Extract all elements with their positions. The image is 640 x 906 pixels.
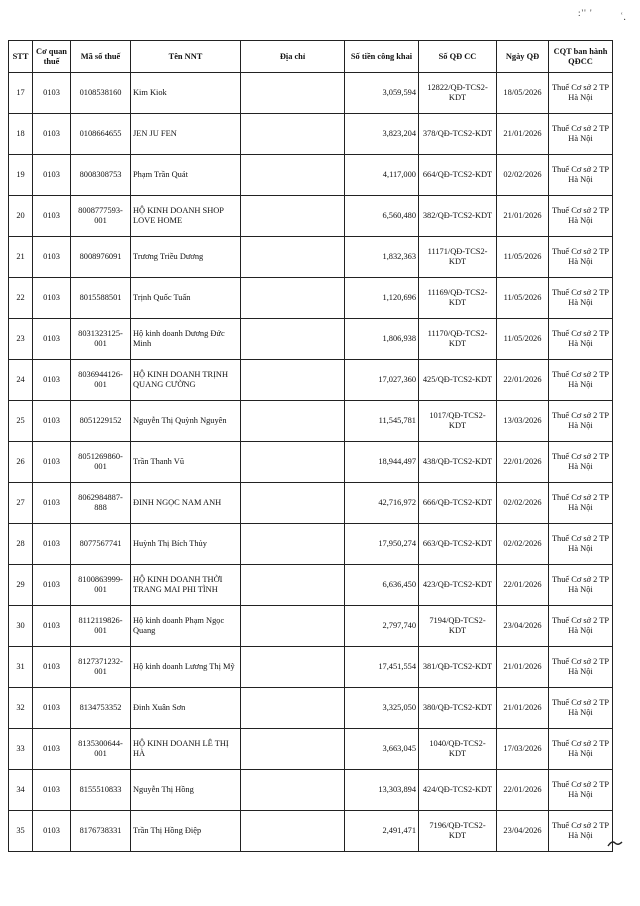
row-stt: 17 (9, 73, 33, 114)
row-dia-chi (241, 483, 345, 524)
table-row (9, 647, 613, 688)
row-ngay-qd: 22/01/2026 (497, 360, 549, 401)
row-stt: 29 (9, 565, 33, 606)
row-co-quan-thue: 0103 (33, 565, 71, 606)
row-cqt-ban-hanh: Thuế Cơ sở 2 TP Hà Nội (549, 524, 613, 565)
row-dia-chi (241, 196, 345, 237)
row-so-tien: 2,797,740 (345, 606, 419, 647)
row-co-quan-thue: 0103 (33, 483, 71, 524)
row-co-quan-thue: 0103 (33, 73, 71, 114)
row-stt: 18 (9, 114, 33, 155)
row-so-tien: 18,944,497 (345, 442, 419, 483)
row-ngay-qd: 21/01/2026 (497, 688, 549, 729)
row-ngay-qd: 02/02/2026 (497, 483, 549, 524)
row-so-qd-cc: 11171/QĐ-TCS2-KDT (419, 237, 497, 278)
row-co-quan-thue: 0103 (33, 688, 71, 729)
row-ma-so-thue: 8062984887-888 (71, 483, 131, 524)
row-so-tien: 13,303,894 (345, 770, 419, 811)
row-ma-so-thue: 8134753352 (71, 688, 131, 729)
row-so-qd-cc: 424/QĐ-TCS2-KDT (419, 770, 497, 811)
table-row (9, 565, 613, 606)
row-dia-chi (241, 524, 345, 565)
scan-mark-right: ʿ. (620, 12, 626, 23)
row-ten-nnt: Phạm Trần Quát (131, 155, 241, 196)
row-dia-chi (241, 114, 345, 155)
row-ten-nnt: Hộ kinh doanh Lương Thị Mỹ (131, 647, 241, 688)
table-header-row (9, 41, 613, 73)
row-stt: 34 (9, 770, 33, 811)
table-row (9, 811, 613, 852)
row-cqt-ban-hanh: Thuế Cơ sở 2 TP Hà Nội (549, 729, 613, 770)
row-so-qd-cc: 425/QĐ-TCS2-KDT (419, 360, 497, 401)
taxpayer-table (8, 40, 613, 852)
row-ngay-qd: 22/01/2026 (497, 565, 549, 606)
row-ma-so-thue: 8112119826-001 (71, 606, 131, 647)
row-dia-chi (241, 606, 345, 647)
row-so-qd-cc: 7194/QĐ-TCS2-KDT (419, 606, 497, 647)
row-so-tien: 6,560,480 (345, 196, 419, 237)
row-ten-nnt: Đinh Xuân Sơn (131, 688, 241, 729)
row-stt: 28 (9, 524, 33, 565)
row-ma-so-thue: 8051229152 (71, 401, 131, 442)
row-ten-nnt: HỘ KINH DOANH THỜI TRANG MAI PHI TÌNH (131, 565, 241, 606)
row-cqt-ban-hanh: Thuế Cơ sở 2 TP Hà Nội (549, 155, 613, 196)
row-dia-chi (241, 319, 345, 360)
row-co-quan-thue: 0103 (33, 278, 71, 319)
row-ten-nnt: Nguyễn Thị Hồng (131, 770, 241, 811)
row-so-tien: 3,823,204 (345, 114, 419, 155)
row-so-qd-cc: 12822/QĐ-TCS2-KDT (419, 73, 497, 114)
row-ten-nnt: Hộ kinh doanh Phạm Ngọc Quang (131, 606, 241, 647)
table-row (9, 319, 613, 360)
row-cqt-ban-hanh: Thuế Cơ sở 2 TP Hà Nội (549, 770, 613, 811)
row-co-quan-thue: 0103 (33, 647, 71, 688)
row-so-qd-cc: 438/QĐ-TCS2-KDT (419, 442, 497, 483)
row-so-tien: 1,806,938 (345, 319, 419, 360)
row-ma-so-thue: 8036944126-001 (71, 360, 131, 401)
row-ma-so-thue: 8051269860-001 (71, 442, 131, 483)
row-so-tien: 3,663,045 (345, 729, 419, 770)
row-co-quan-thue: 0103 (33, 442, 71, 483)
row-ma-so-thue: 8176738331 (71, 811, 131, 852)
row-cqt-ban-hanh: Thuế Cơ sở 2 TP Hà Nội (549, 73, 613, 114)
row-co-quan-thue: 0103 (33, 114, 71, 155)
table-row (9, 360, 613, 401)
row-so-qd-cc: 7196/QĐ-TCS2-KDT (419, 811, 497, 852)
row-so-tien: 1,120,696 (345, 278, 419, 319)
row-ngay-qd: 02/02/2026 (497, 155, 549, 196)
row-so-qd-cc: 11170/QĐ-TCS2-KDT (419, 319, 497, 360)
header-cqt-ban-hanh: CQT ban hành QĐCC (549, 41, 613, 73)
row-so-qd-cc: 423/QĐ-TCS2-KDT (419, 565, 497, 606)
row-ten-nnt: HỘ KINH DOANH TRỊNH QUANG CƯỜNG (131, 360, 241, 401)
row-stt: 22 (9, 278, 33, 319)
row-ngay-qd: 02/02/2026 (497, 524, 549, 565)
row-ma-so-thue: 8008777593-001 (71, 196, 131, 237)
row-ngay-qd: 23/04/2026 (497, 606, 549, 647)
table-body (9, 73, 613, 852)
row-ngay-qd: 11/05/2026 (497, 237, 549, 278)
row-dia-chi (241, 647, 345, 688)
row-ma-so-thue: 8008308753 (71, 155, 131, 196)
row-dia-chi (241, 770, 345, 811)
row-cqt-ban-hanh: Thuế Cơ sở 2 TP Hà Nội (549, 278, 613, 319)
table-row (9, 114, 613, 155)
row-ma-so-thue: 8077567741 (71, 524, 131, 565)
header-dia-chi: Địa chỉ (241, 41, 345, 73)
table-row (9, 442, 613, 483)
row-ma-so-thue: 8100863999-001 (71, 565, 131, 606)
row-dia-chi (241, 688, 345, 729)
row-cqt-ban-hanh: Thuế Cơ sở 2 TP Hà Nội (549, 360, 613, 401)
row-so-qd-cc: 380/QĐ-TCS2-KDT (419, 688, 497, 729)
row-dia-chi (241, 237, 345, 278)
row-stt: 35 (9, 811, 33, 852)
row-co-quan-thue: 0103 (33, 770, 71, 811)
table-row (9, 237, 613, 278)
row-cqt-ban-hanh: Thuế Cơ sở 2 TP Hà Nội (549, 237, 613, 278)
row-ngay-qd: 21/01/2026 (497, 647, 549, 688)
handwritten-mark (606, 838, 624, 848)
row-ma-so-thue: 0108664655 (71, 114, 131, 155)
header-ma-so-thue: Mã số thuế (71, 41, 131, 73)
table-row (9, 278, 613, 319)
row-dia-chi (241, 278, 345, 319)
row-cqt-ban-hanh: Thuế Cơ sở 2 TP Hà Nội (549, 483, 613, 524)
row-so-tien: 17,451,554 (345, 647, 419, 688)
header-so-qd-cc: Số QĐ CC (419, 41, 497, 73)
row-dia-chi (241, 811, 345, 852)
row-dia-chi (241, 155, 345, 196)
header-co-quan-thue: Cơ quan thuế (33, 41, 71, 73)
row-stt: 25 (9, 401, 33, 442)
row-so-qd-cc: 1040/QĐ-TCS2-KDT (419, 729, 497, 770)
header-ngay-qd: Ngày QĐ (497, 41, 549, 73)
row-ngay-qd: 22/01/2026 (497, 442, 549, 483)
row-ten-nnt: Hộ kinh doanh Dương Đức Minh (131, 319, 241, 360)
row-ten-nnt: HỘ KINH DOANH LÊ THỊ HÀ (131, 729, 241, 770)
row-ngay-qd: 21/01/2026 (497, 196, 549, 237)
table-row (9, 155, 613, 196)
row-cqt-ban-hanh: Thuế Cơ sở 2 TP Hà Nội (549, 114, 613, 155)
row-cqt-ban-hanh: Thuế Cơ sở 2 TP Hà Nội (549, 319, 613, 360)
row-ngay-qd: 11/05/2026 (497, 278, 549, 319)
row-stt: 27 (9, 483, 33, 524)
row-co-quan-thue: 0103 (33, 606, 71, 647)
row-stt: 23 (9, 319, 33, 360)
row-so-qd-cc: 381/QĐ-TCS2-KDT (419, 647, 497, 688)
row-stt: 20 (9, 196, 33, 237)
row-ngay-qd: 17/03/2026 (497, 729, 549, 770)
row-ten-nnt: Trần Thị Hồng Điệp (131, 811, 241, 852)
row-so-qd-cc: 666/QĐ-TCS2-KDT (419, 483, 497, 524)
row-ma-so-thue: 8155510833 (71, 770, 131, 811)
row-so-qd-cc: 378/QĐ-TCS2-KDT (419, 114, 497, 155)
header-stt: STT (9, 41, 33, 73)
row-ten-nnt: Kim Kiok (131, 73, 241, 114)
row-ngay-qd: 13/03/2026 (497, 401, 549, 442)
table-row (9, 483, 613, 524)
row-cqt-ban-hanh: Thuế Cơ sở 2 TP Hà Nội (549, 811, 613, 852)
row-stt: 31 (9, 647, 33, 688)
table-row (9, 606, 613, 647)
row-so-qd-cc: 664/QĐ-TCS2-KDT (419, 155, 497, 196)
row-ma-so-thue: 8031323125-001 (71, 319, 131, 360)
row-dia-chi (241, 401, 345, 442)
row-ma-so-thue: 8127371232-001 (71, 647, 131, 688)
row-dia-chi (241, 360, 345, 401)
row-ma-so-thue: 8015588501 (71, 278, 131, 319)
row-ten-nnt: Trịnh Quốc Tuấn (131, 278, 241, 319)
row-cqt-ban-hanh: Thuế Cơ sở 2 TP Hà Nội (549, 606, 613, 647)
row-stt: 24 (9, 360, 33, 401)
row-ma-so-thue: 8135300644-001 (71, 729, 131, 770)
row-stt: 19 (9, 155, 33, 196)
row-so-tien: 1,832,363 (345, 237, 419, 278)
row-cqt-ban-hanh: Thuế Cơ sở 2 TP Hà Nội (549, 688, 613, 729)
row-ten-nnt: Trần Thanh Vũ (131, 442, 241, 483)
row-dia-chi (241, 729, 345, 770)
row-ten-nnt: Huỳnh Thị Bích Thủy (131, 524, 241, 565)
table-row (9, 688, 613, 729)
row-so-qd-cc: 1017/QĐ-TCS2-KDT (419, 401, 497, 442)
row-co-quan-thue: 0103 (33, 196, 71, 237)
row-so-tien: 42,716,972 (345, 483, 419, 524)
row-ten-nnt: Trương Triều Dương (131, 237, 241, 278)
row-so-tien: 6,636,450 (345, 565, 419, 606)
row-cqt-ban-hanh: Thuế Cơ sở 2 TP Hà Nội (549, 442, 613, 483)
row-ngay-qd: 21/01/2026 (497, 114, 549, 155)
table-row (9, 196, 613, 237)
row-dia-chi (241, 442, 345, 483)
row-stt: 21 (9, 237, 33, 278)
row-co-quan-thue: 0103 (33, 811, 71, 852)
table-row (9, 770, 613, 811)
row-ma-so-thue: 0108538160 (71, 73, 131, 114)
row-so-tien: 2,491,471 (345, 811, 419, 852)
table-row (9, 401, 613, 442)
table-row (9, 73, 613, 114)
header-ten-nnt: Tên NNT (131, 41, 241, 73)
row-ngay-qd: 23/04/2026 (497, 811, 549, 852)
row-co-quan-thue: 0103 (33, 524, 71, 565)
row-so-tien: 11,545,781 (345, 401, 419, 442)
row-ten-nnt: HỘ KINH DOANH SHOP LOVE HOME (131, 196, 241, 237)
table-row (9, 729, 613, 770)
row-co-quan-thue: 0103 (33, 401, 71, 442)
row-cqt-ban-hanh: Thuế Cơ sở 2 TP Hà Nội (549, 565, 613, 606)
row-cqt-ban-hanh: Thuế Cơ sở 2 TP Hà Nội (549, 401, 613, 442)
row-dia-chi (241, 565, 345, 606)
row-ten-nnt: JEN JU FEN (131, 114, 241, 155)
table-row (9, 524, 613, 565)
row-ma-so-thue: 8008976091 (71, 237, 131, 278)
row-so-tien: 17,950,274 (345, 524, 419, 565)
row-so-qd-cc: 663/QĐ-TCS2-KDT (419, 524, 497, 565)
row-co-quan-thue: 0103 (33, 319, 71, 360)
row-ngay-qd: 18/05/2026 (497, 73, 549, 114)
row-so-tien: 17,027,360 (345, 360, 419, 401)
row-so-tien: 3,059,594 (345, 73, 419, 114)
row-dia-chi (241, 73, 345, 114)
row-stt: 26 (9, 442, 33, 483)
row-so-tien: 3,325,050 (345, 688, 419, 729)
row-ten-nnt: Nguyễn Thị Quỳnh Nguyên (131, 401, 241, 442)
row-co-quan-thue: 0103 (33, 360, 71, 401)
row-co-quan-thue: 0103 (33, 729, 71, 770)
row-stt: 33 (9, 729, 33, 770)
row-cqt-ban-hanh: Thuế Cơ sở 2 TP Hà Nội (549, 196, 613, 237)
row-ten-nnt: ĐINH NGỌC NAM ANH (131, 483, 241, 524)
row-stt: 30 (9, 606, 33, 647)
row-co-quan-thue: 0103 (33, 237, 71, 278)
row-ngay-qd: 11/05/2026 (497, 319, 549, 360)
row-so-qd-cc: 11169/QĐ-TCS2-KDT (419, 278, 497, 319)
header-so-tien: Số tiền công khai (345, 41, 419, 73)
row-cqt-ban-hanh: Thuế Cơ sở 2 TP Hà Nội (549, 647, 613, 688)
row-ngay-qd: 22/01/2026 (497, 770, 549, 811)
row-stt: 32 (9, 688, 33, 729)
row-co-quan-thue: 0103 (33, 155, 71, 196)
row-so-qd-cc: 382/QĐ-TCS2-KDT (419, 196, 497, 237)
scan-mark-left: :'' ' (578, 8, 593, 18)
row-so-tien: 4,117,000 (345, 155, 419, 196)
